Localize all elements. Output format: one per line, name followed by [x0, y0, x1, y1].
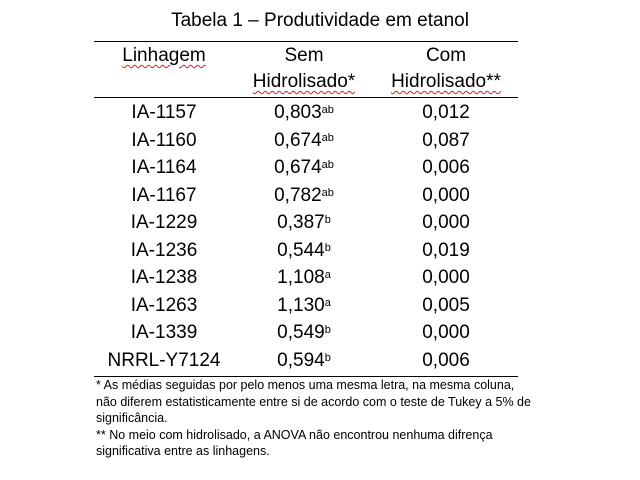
row-com-hidrolisado: 0,087 [422, 129, 470, 151]
row-sem-hidrolisado [234, 211, 374, 235]
row-com-hidrolisado: 0,000 [422, 267, 470, 288]
tukey-letter: b [324, 214, 331, 226]
footnote-1: * As médias seguidas por pelo menos uma mesma letra, na mesma coluna, não diferem estatisticamente entre si de acordo com o teste de Tukey a 5% de significância. [96, 378, 531, 425]
tukey-letter: b [324, 324, 331, 336]
header-com-line1: Com [425, 45, 467, 66]
sem-value: 0,674 [274, 157, 322, 178]
row-com-hidrolisado: 0,006 [422, 157, 470, 178]
tukey-letter: a [324, 296, 331, 309]
row-sem-hidrolisado [234, 101, 374, 125]
table-title: Tabela 1 – Produtividade em etanol [171, 10, 469, 31]
row-strain: IA-1339 [130, 322, 198, 343]
tukey-letter: b [324, 241, 331, 254]
tukey-letter: ab [321, 186, 334, 199]
sem-value: 1,130 [277, 294, 325, 316]
row-strain: IA-1157 [131, 102, 197, 123]
header-com-line2: Hidrolisado** [391, 71, 501, 92]
row-com-hidrolisado: 0,000 [422, 184, 470, 206]
tukey-letter: a [324, 269, 331, 281]
row-sem-hidrolisado [234, 156, 374, 180]
sem-value: 0,387 [277, 212, 325, 233]
row-strain: IA-1164 [131, 157, 197, 178]
row-com-hidrolisado: 0,019 [422, 239, 470, 261]
row-strain: IA-1167 [131, 184, 197, 206]
row-com-hidrolisado: 0,006 [422, 349, 470, 371]
row-sem-hidrolisado [234, 239, 374, 263]
tukey-letter: b [324, 351, 331, 364]
row-sem-hidrolisado [234, 321, 374, 345]
row-sem-hidrolisado [234, 129, 374, 153]
tukey-letter: ab [321, 159, 334, 171]
row-com-hidrolisado: 0,005 [422, 294, 470, 316]
top-rule [94, 41, 518, 42]
row-sem-hidrolisado [234, 184, 374, 208]
sem-value: 0,544 [277, 239, 325, 261]
row-strain: IA-1236 [130, 239, 198, 261]
table-footnotes [96, 377, 536, 460]
sem-value: 0,782 [274, 184, 322, 206]
sem-value: 0,549 [277, 322, 325, 343]
row-strain: IA-1238 [130, 267, 198, 288]
header-sem-line1: Sem [284, 45, 324, 66]
tukey-letter: ab [321, 104, 334, 116]
row-com-hidrolisado: 0,000 [422, 212, 470, 233]
row-sem-hidrolisado [234, 294, 374, 318]
tukey-letter: ab [321, 131, 334, 144]
row-com-hidrolisado: 0,012 [422, 102, 470, 123]
sem-value: 0,674 [274, 129, 322, 151]
row-strain: IA-1160 [131, 129, 197, 151]
row-com-hidrolisado: 0,000 [422, 322, 470, 343]
sem-value: 0,594 [277, 349, 325, 371]
row-strain: NRRL-Y7124 [107, 349, 221, 371]
row-strain: IA-1229 [130, 212, 198, 233]
row-sem-hidrolisado [234, 266, 374, 290]
row-sem-hidrolisado [234, 349, 374, 373]
footnote-2: ** No meio com hidrolisado, a ANOVA não encontrou nenhuma difrença significativa entre as linhagens. [96, 427, 493, 458]
sem-value: 0,803 [274, 102, 322, 123]
sem-value: 1,108 [277, 267, 325, 288]
row-strain: IA-1263 [130, 294, 198, 316]
header-linhagem: Linhagem [122, 45, 206, 66]
header-sem-line2: Hidrolisado* [252, 71, 356, 92]
header-rule [94, 97, 518, 98]
